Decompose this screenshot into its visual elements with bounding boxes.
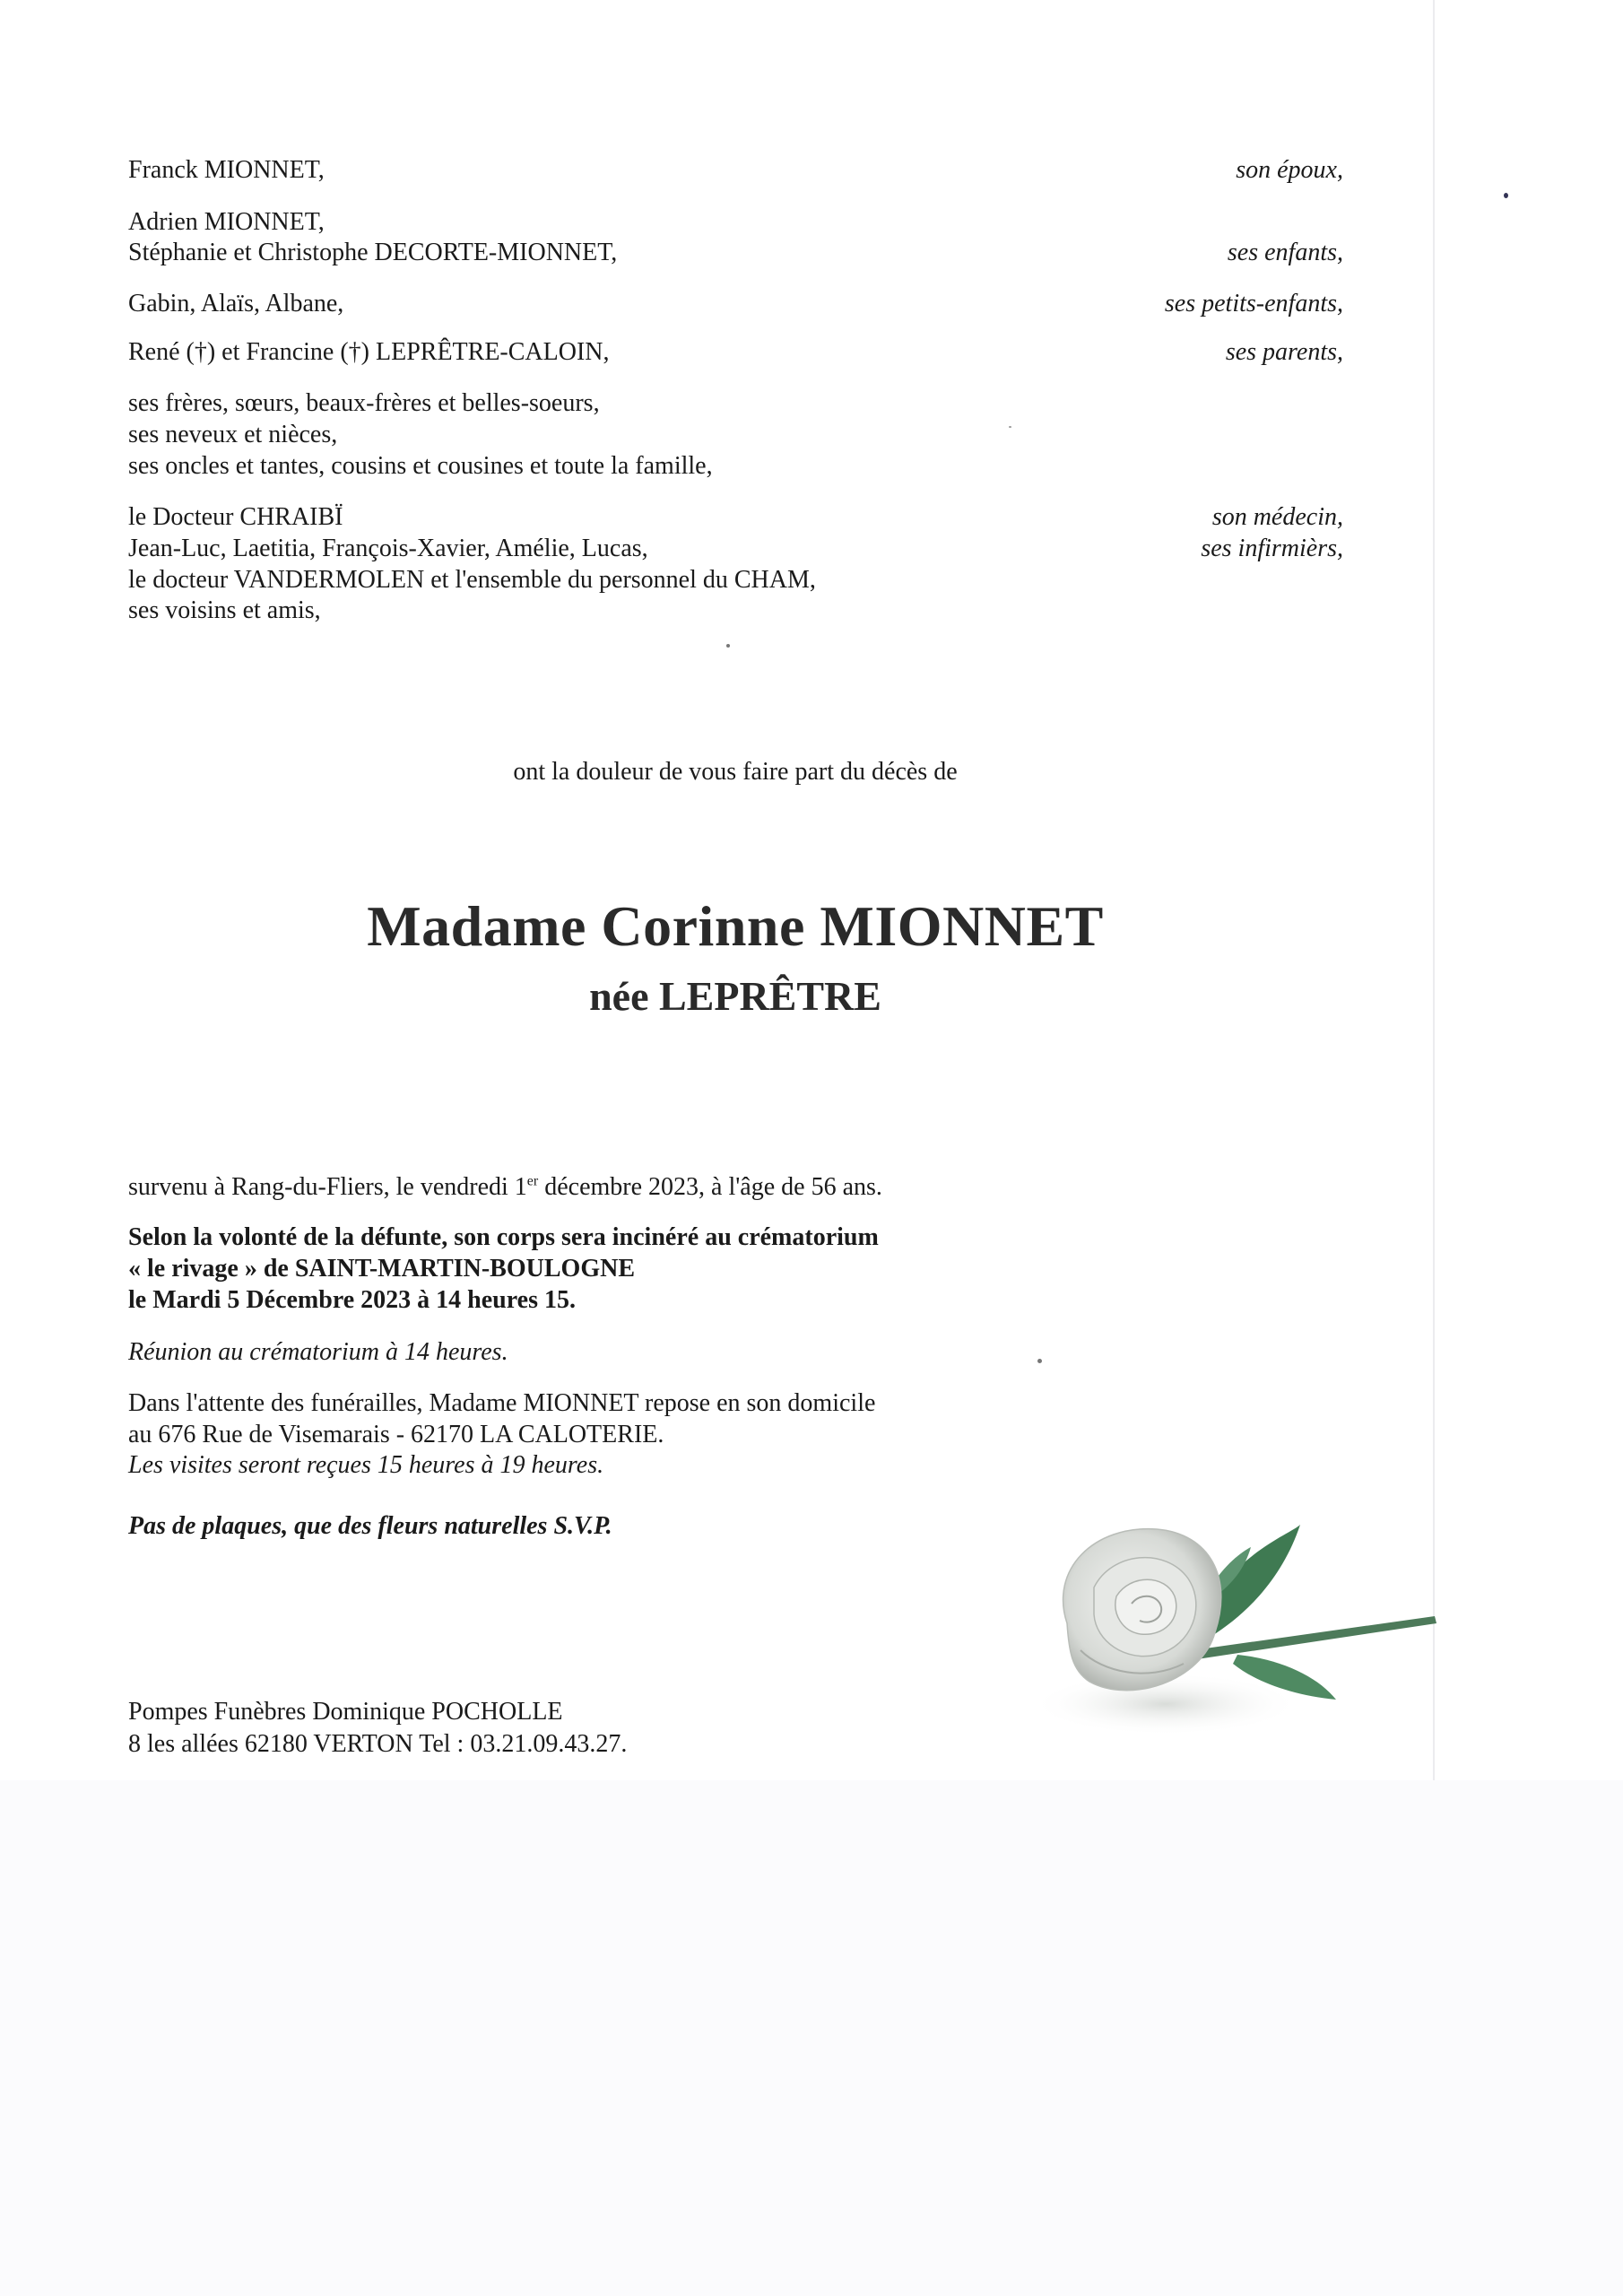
nephews-nieces: ses neveux et nièces,: [128, 421, 338, 448]
white-rose-illustration: [1031, 1480, 1444, 1749]
deceased-name: Madame Corinne MIONNET: [367, 894, 1104, 958]
ordinal-suffix: er: [526, 1173, 539, 1189]
visits-note: Les visites seront reçues 15 heures à 19 heures.: [128, 1451, 604, 1479]
neighbors-friends: ses voisins et amis,: [128, 596, 321, 624]
extended-family: ses oncles et tantes, cousins et cousines et toute la famille,: [128, 452, 713, 480]
funeral-home-name: Pompes Funèbres Dominique POCHOLLE: [128, 1698, 563, 1726]
spouse-name: Franck MIONNET,: [128, 156, 325, 184]
meeting-note: Réunion au crématorium à 14 heures.: [128, 1338, 508, 1366]
rest-line-1: Dans l'attente des funérailles, Madame MIONNET repose en son domicile: [128, 1389, 876, 1417]
parents-relation: ses parents,: [1225, 338, 1343, 366]
scan-speck: [1037, 1359, 1042, 1363]
grandchildren: Gabin, Alaïs, Albane,: [128, 290, 344, 317]
rose-petal: [1115, 1579, 1176, 1634]
death-notice-end: décembre 2023, à l'âge de 56 ans.: [538, 1173, 882, 1201]
funeral-home-address: 8 les allées 62180 VERTON Tel : 03.21.09.43.27.: [128, 1730, 628, 1758]
siblings: ses frères, sœurs, beaux-frères et belles-soeurs,: [128, 389, 600, 417]
parents: René (†) et Francine (†) LEPRÊTRE-CALOIN,: [128, 338, 610, 366]
rest-line-2: au 676 Rue de Visemarais - 62170 LA CALOTERIE.: [128, 1421, 664, 1448]
doctor-relation: son médecin,: [1211, 503, 1343, 531]
nurses: Jean-Luc, Laetitia, François-Xavier, Amélie, Lucas,: [128, 535, 648, 562]
children-relation: ses enfants,: [1227, 239, 1343, 266]
cremation-line-1: Selon la volonté de la défunte, son corps sera incinéré au crématorium: [128, 1223, 879, 1251]
grandchildren-relation: ses petits-enfants,: [1164, 290, 1343, 317]
announcement-intro: ont la douleur de vous faire part du décès de: [513, 758, 958, 786]
spouse-relation: son époux,: [1236, 156, 1343, 184]
hospital-staff: le docteur VANDERMOLEN et l'ensemble du personnel du CHAM,: [128, 566, 816, 594]
death-notice-start: survenu à Rang-du-Fliers, le vendredi 1: [128, 1173, 527, 1201]
scan-speck: [1504, 193, 1508, 198]
scan-background-lower: [0, 1780, 1623, 2296]
child-1: Adrien MIONNET,: [128, 208, 325, 236]
child-2: Stéphanie et Christophe DECORTE-MIONNET,: [128, 239, 618, 266]
maiden-name: née LEPRÊTRE: [589, 973, 881, 1019]
nurses-relation: ses infirmièrs,: [1201, 535, 1343, 562]
flowers-note: Pas de plaques, que des fleurs naturelles S.V.P.: [128, 1512, 612, 1540]
scan-speck: [1009, 426, 1011, 428]
scan-speck: [726, 644, 730, 648]
death-notice: [128, 1173, 882, 1202]
doctor: le Docteur CHRAIBÏ: [128, 503, 343, 531]
cremation-line-3: le Mardi 5 Décembre 2023 à 14 heures 15.: [128, 1286, 576, 1314]
cremation-line-2: « le rivage » de SAINT-MARTIN-BOULOGNE: [128, 1255, 635, 1283]
